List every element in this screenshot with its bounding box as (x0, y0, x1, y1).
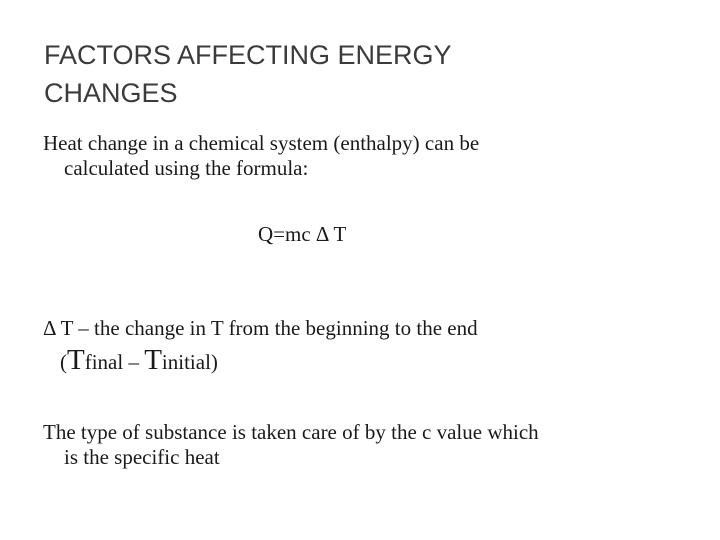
heat-formula: Q=mc Δ T (258, 222, 347, 246)
enthalpy-line-2: calculated using the formula: (64, 156, 309, 180)
t-final-symbol: T (67, 344, 85, 376)
enthalpy-line-1: Heat change in a chemical system (enthalpy) can be (43, 131, 480, 155)
title-line-2: CHANGES (44, 78, 178, 108)
final-label: final – (84, 350, 145, 374)
t-initial-symbol: T (144, 344, 162, 376)
delta-t-paragraph (43, 316, 663, 377)
title-line-1: FACTORS AFFECTING ENERGY (44, 40, 452, 70)
initial-label: initial) (161, 350, 218, 374)
specific-heat-line-1: The type of substance is taken care of by the c value which (43, 420, 539, 444)
slide-title (44, 36, 684, 112)
delta-t-line-1: Δ T – the change in T from the beginning to the end (43, 316, 478, 340)
open-paren: ( (60, 350, 67, 374)
delta-t-line-2 (43, 345, 663, 377)
specific-heat-line-2: is the specific heat (64, 445, 220, 469)
enthalpy-paragraph (43, 131, 663, 181)
specific-heat-paragraph (43, 420, 663, 470)
